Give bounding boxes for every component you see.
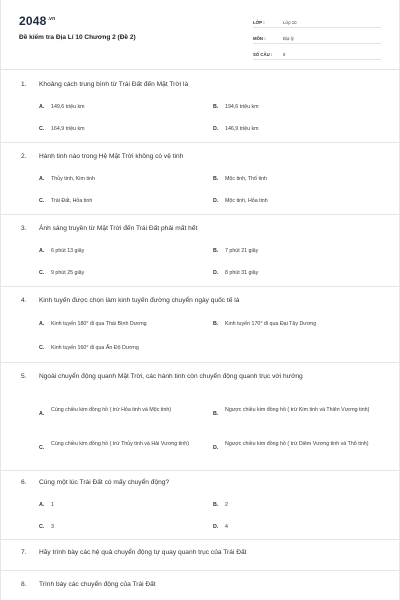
question-8: [21, 580, 384, 590]
option-text: 1: [51, 502, 54, 508]
option-letter: D.: [213, 445, 219, 451]
option-text: 4: [225, 524, 228, 530]
question-3: [21, 224, 384, 234]
option-d[interactable]: [213, 269, 258, 277]
option-letter: A.: [39, 411, 45, 417]
question-text: Ngoài chuyển động quanh Mặt Trời, các hành tinh còn chuyển động quanh trục với hướng: [39, 373, 303, 380]
option-b[interactable]: [213, 103, 259, 111]
option-b[interactable]: [213, 175, 267, 183]
question-text: Hành tinh nào trong Hệ Mặt Trời không có vệ tinh: [39, 153, 184, 160]
option-b[interactable]: [213, 320, 316, 328]
option-text: 194,6 triệu km: [225, 104, 259, 110]
option-letter: B.: [213, 248, 219, 254]
option-text: Kinh tuyến 160° đi qua Ấn Độ Dương: [51, 345, 139, 351]
logo-main: 2048: [19, 14, 47, 28]
question-1: [21, 80, 384, 90]
option-text: 3: [51, 524, 54, 530]
question-text: Ánh sáng truyền từ Mặt Trời đến Trái Đất phải mất hết: [39, 225, 198, 232]
option-a[interactable]: [39, 501, 54, 509]
meta-row-count: [253, 46, 381, 60]
option-letter: D.: [213, 198, 219, 204]
meta-label: MÔN :: [253, 36, 266, 41]
meta-value: Lớp 10: [283, 20, 297, 25]
option-b[interactable]: [213, 501, 228, 509]
option-letter: C.: [39, 524, 45, 530]
option-letter: C.: [39, 445, 45, 451]
question-text: Trình bày các chuyển động của Trái Đất: [39, 581, 156, 588]
exam-meta: [253, 14, 381, 62]
option-c[interactable]: [39, 523, 54, 531]
option-letter: B.: [213, 502, 219, 508]
option-text: Trái Đất, Hỏa tinh: [51, 198, 93, 204]
meta-label: LỚP :: [253, 20, 265, 25]
question-number: 5.: [21, 373, 27, 380]
option-d[interactable]: [213, 440, 385, 452]
option-text: Cùng chiều kim đồng hồ ( trừ Hỏa tinh và Mộc tinh): [51, 407, 172, 413]
option-text: Kinh tuyến 180° đi qua Thái Bình Dương: [51, 321, 147, 327]
meta-row-class: [253, 14, 381, 28]
page-title: Đề kiểm tra Địa Lí 10 Chương 2 (Đề 2): [19, 34, 136, 41]
option-letter: C.: [39, 345, 45, 351]
option-a[interactable]: [39, 175, 95, 183]
question-number: 2.: [21, 153, 27, 160]
question-divider: [1, 142, 400, 143]
question-text: Hãy trình bày các hệ quả chuyển động tự quay quanh trục của Trái Đất: [39, 549, 247, 556]
option-letter: A.: [39, 104, 45, 110]
option-d[interactable]: [213, 125, 259, 133]
question-number: 6.: [21, 479, 27, 486]
option-c[interactable]: [39, 344, 139, 352]
question-number: 8.: [21, 581, 27, 588]
option-letter: D.: [213, 270, 219, 276]
option-letter: D.: [213, 524, 219, 530]
option-text: Kinh tuyến 170° đi qua Đại Tây Dương: [225, 321, 317, 327]
option-letter: A.: [39, 321, 45, 327]
option-a[interactable]: [39, 247, 84, 255]
option-text: 6 phút 13 giây: [51, 248, 85, 254]
option-letter: B.: [213, 176, 219, 182]
header-divider: [1, 69, 400, 70]
option-text: Thủy tinh, Kim tinh: [51, 176, 95, 182]
question-text: Kinh tuyến được chọn làm kinh tuyến đường chuyển ngày quốc tế là: [39, 297, 240, 304]
question-divider: [1, 286, 400, 287]
option-b[interactable]: [213, 406, 385, 418]
option-d[interactable]: [213, 523, 228, 531]
option-text: 164,9 triệu km: [51, 126, 85, 132]
option-text: 146,9 triệu km: [225, 126, 259, 132]
question-7: [21, 548, 384, 558]
option-text: 9 phút 25 giây: [51, 270, 85, 276]
option-a[interactable]: [39, 406, 209, 418]
option-c[interactable]: [39, 197, 92, 205]
question-number: 3.: [21, 225, 27, 232]
option-text: 7 phút 21 giây: [225, 248, 259, 254]
option-letter: A.: [39, 248, 45, 254]
question-text: Cùng một lúc Trái Đất có mấy chuyển động?: [39, 479, 170, 486]
question-5: [21, 372, 384, 382]
option-letter: C.: [39, 198, 45, 204]
option-letter: B.: [213, 321, 219, 327]
option-text: 2: [225, 502, 228, 508]
question-divider: [1, 570, 400, 571]
option-letter: D.: [213, 126, 219, 132]
option-letter: C.: [39, 126, 45, 132]
site-logo[interactable]: [19, 14, 55, 28]
option-text: 8 phút 31 giây: [225, 270, 259, 276]
option-letter: B.: [213, 411, 219, 417]
option-c[interactable]: [39, 125, 85, 133]
question-2: [21, 152, 384, 162]
option-a[interactable]: [39, 320, 147, 328]
logo-suffix: .vn: [47, 16, 56, 22]
option-text: 149,6 triệu km: [51, 104, 85, 110]
option-letter: A.: [39, 502, 45, 508]
option-b[interactable]: [213, 247, 258, 255]
option-text: Ngược chiều kim đồng hồ ( trừ Diêm Vương tinh và Thổ tinh): [225, 441, 369, 447]
meta-label: SỐ CÂU :: [253, 52, 273, 57]
meta-value: Địa lý: [283, 36, 294, 41]
option-text: Cùng chiều kim đồng hồ ( trừ Thủy tinh và Hải Vương tinh): [51, 441, 189, 447]
option-text: Mộc tinh, Thổ tinh: [225, 176, 268, 182]
page-header: [1, 0, 400, 68]
question-number: 1.: [21, 81, 27, 88]
option-text: Mộc tinh, Hỏa tinh: [225, 198, 268, 204]
question-6: [21, 478, 384, 488]
question-number: 7.: [21, 549, 27, 556]
question-number: 4.: [21, 297, 27, 304]
question-4: [21, 296, 384, 306]
question-divider: [1, 214, 400, 215]
option-letter: B.: [213, 104, 219, 110]
option-letter: A.: [39, 176, 45, 182]
option-d[interactable]: [213, 197, 268, 205]
option-a[interactable]: [39, 103, 85, 111]
meta-row-subject: [253, 30, 381, 44]
question-divider: [1, 539, 400, 540]
question-text: Khoảng cách trung bình từ Trái Đất đến Mặt Trời là: [39, 81, 189, 88]
meta-value: 8: [283, 52, 286, 57]
option-c[interactable]: [39, 440, 209, 452]
option-letter: C.: [39, 270, 45, 276]
option-text: Ngược chiều kim đồng hồ ( trừ Kim tinh và Thiên Vương tinh): [225, 407, 370, 413]
question-divider: [1, 362, 400, 363]
question-divider: [1, 470, 400, 471]
option-c[interactable]: [39, 269, 84, 277]
